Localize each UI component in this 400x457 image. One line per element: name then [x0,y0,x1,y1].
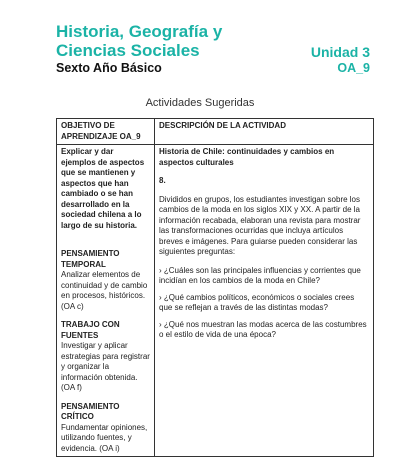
skill-title: PENSAMIENTO CRÍTICO [61,401,120,421]
grade-label: Sexto Año Básico [56,61,162,75]
objective-cell [57,145,155,457]
oa-code: OA_9 [337,61,370,75]
activity-number: 8. [159,176,166,185]
skill-text: Analizar elementos de continuidad y de cambio en procesos, históricos. (OA c) [61,270,148,311]
description-cell [155,145,374,457]
guiding-question: › ¿Qué cambios políticos, económicos o sociales crees que se reflejan a través de las distintas modas? [159,292,355,312]
unit-label: Unidad 3 [310,44,370,60]
skill-text: Investigar y aplicar estrategias para registrar y organizar la información obtenida. (OA f) [61,341,150,392]
guiding-question: › ¿Cuáles son las principales influencias y corrientes que incidían en los cambios de la moda en Chile? [159,265,361,285]
table-header-row [57,119,374,145]
objective-text: Explicar y dar ejemplos de aspectos que se mantienen y aspectos que han cambiado o se han desarrollado en la sociedad chilena a lo largo de su historia. [61,147,145,230]
activity-title: Historia de Chile: continuidades y cambios en aspectos culturales [159,147,335,167]
skill-title: PENSAMIENTO TEMPORAL [61,249,120,269]
guiding-question: › ¿Qué nos muestran las modas acerca de las costumbres o el estilo de vida de una época? [159,319,367,339]
objective-column-header: OBJETIVO DE APRENDIZAJE OA_9 [57,119,155,145]
section-title: Actividades Sugeridas [145,97,255,109]
subject-title: Historia, Geografía y Ciencias Sociales [56,22,223,60]
skill-text: Fundamentar opiniones, utilizando fuentes, y evidencia. (OA i) [61,422,148,453]
activities-table [56,118,374,457]
table-row [57,145,374,457]
activity-text: Divididos en grupos, los estudiantes investigan sobre los cambios de la moda en los siglos XIX y XX. A partir de la información recabada, elaboran una revista para mostrar las transformaciones ocurridas que incluya artículos breves e imágenes. Para guiarse pueden considerar las siguientes preguntas: [159,194,361,256]
skill-title: TRABAJO CON FUENTES [61,320,120,340]
description-column-header: DESCRIPCIÓN DE LA ACTIVIDAD [155,119,374,145]
